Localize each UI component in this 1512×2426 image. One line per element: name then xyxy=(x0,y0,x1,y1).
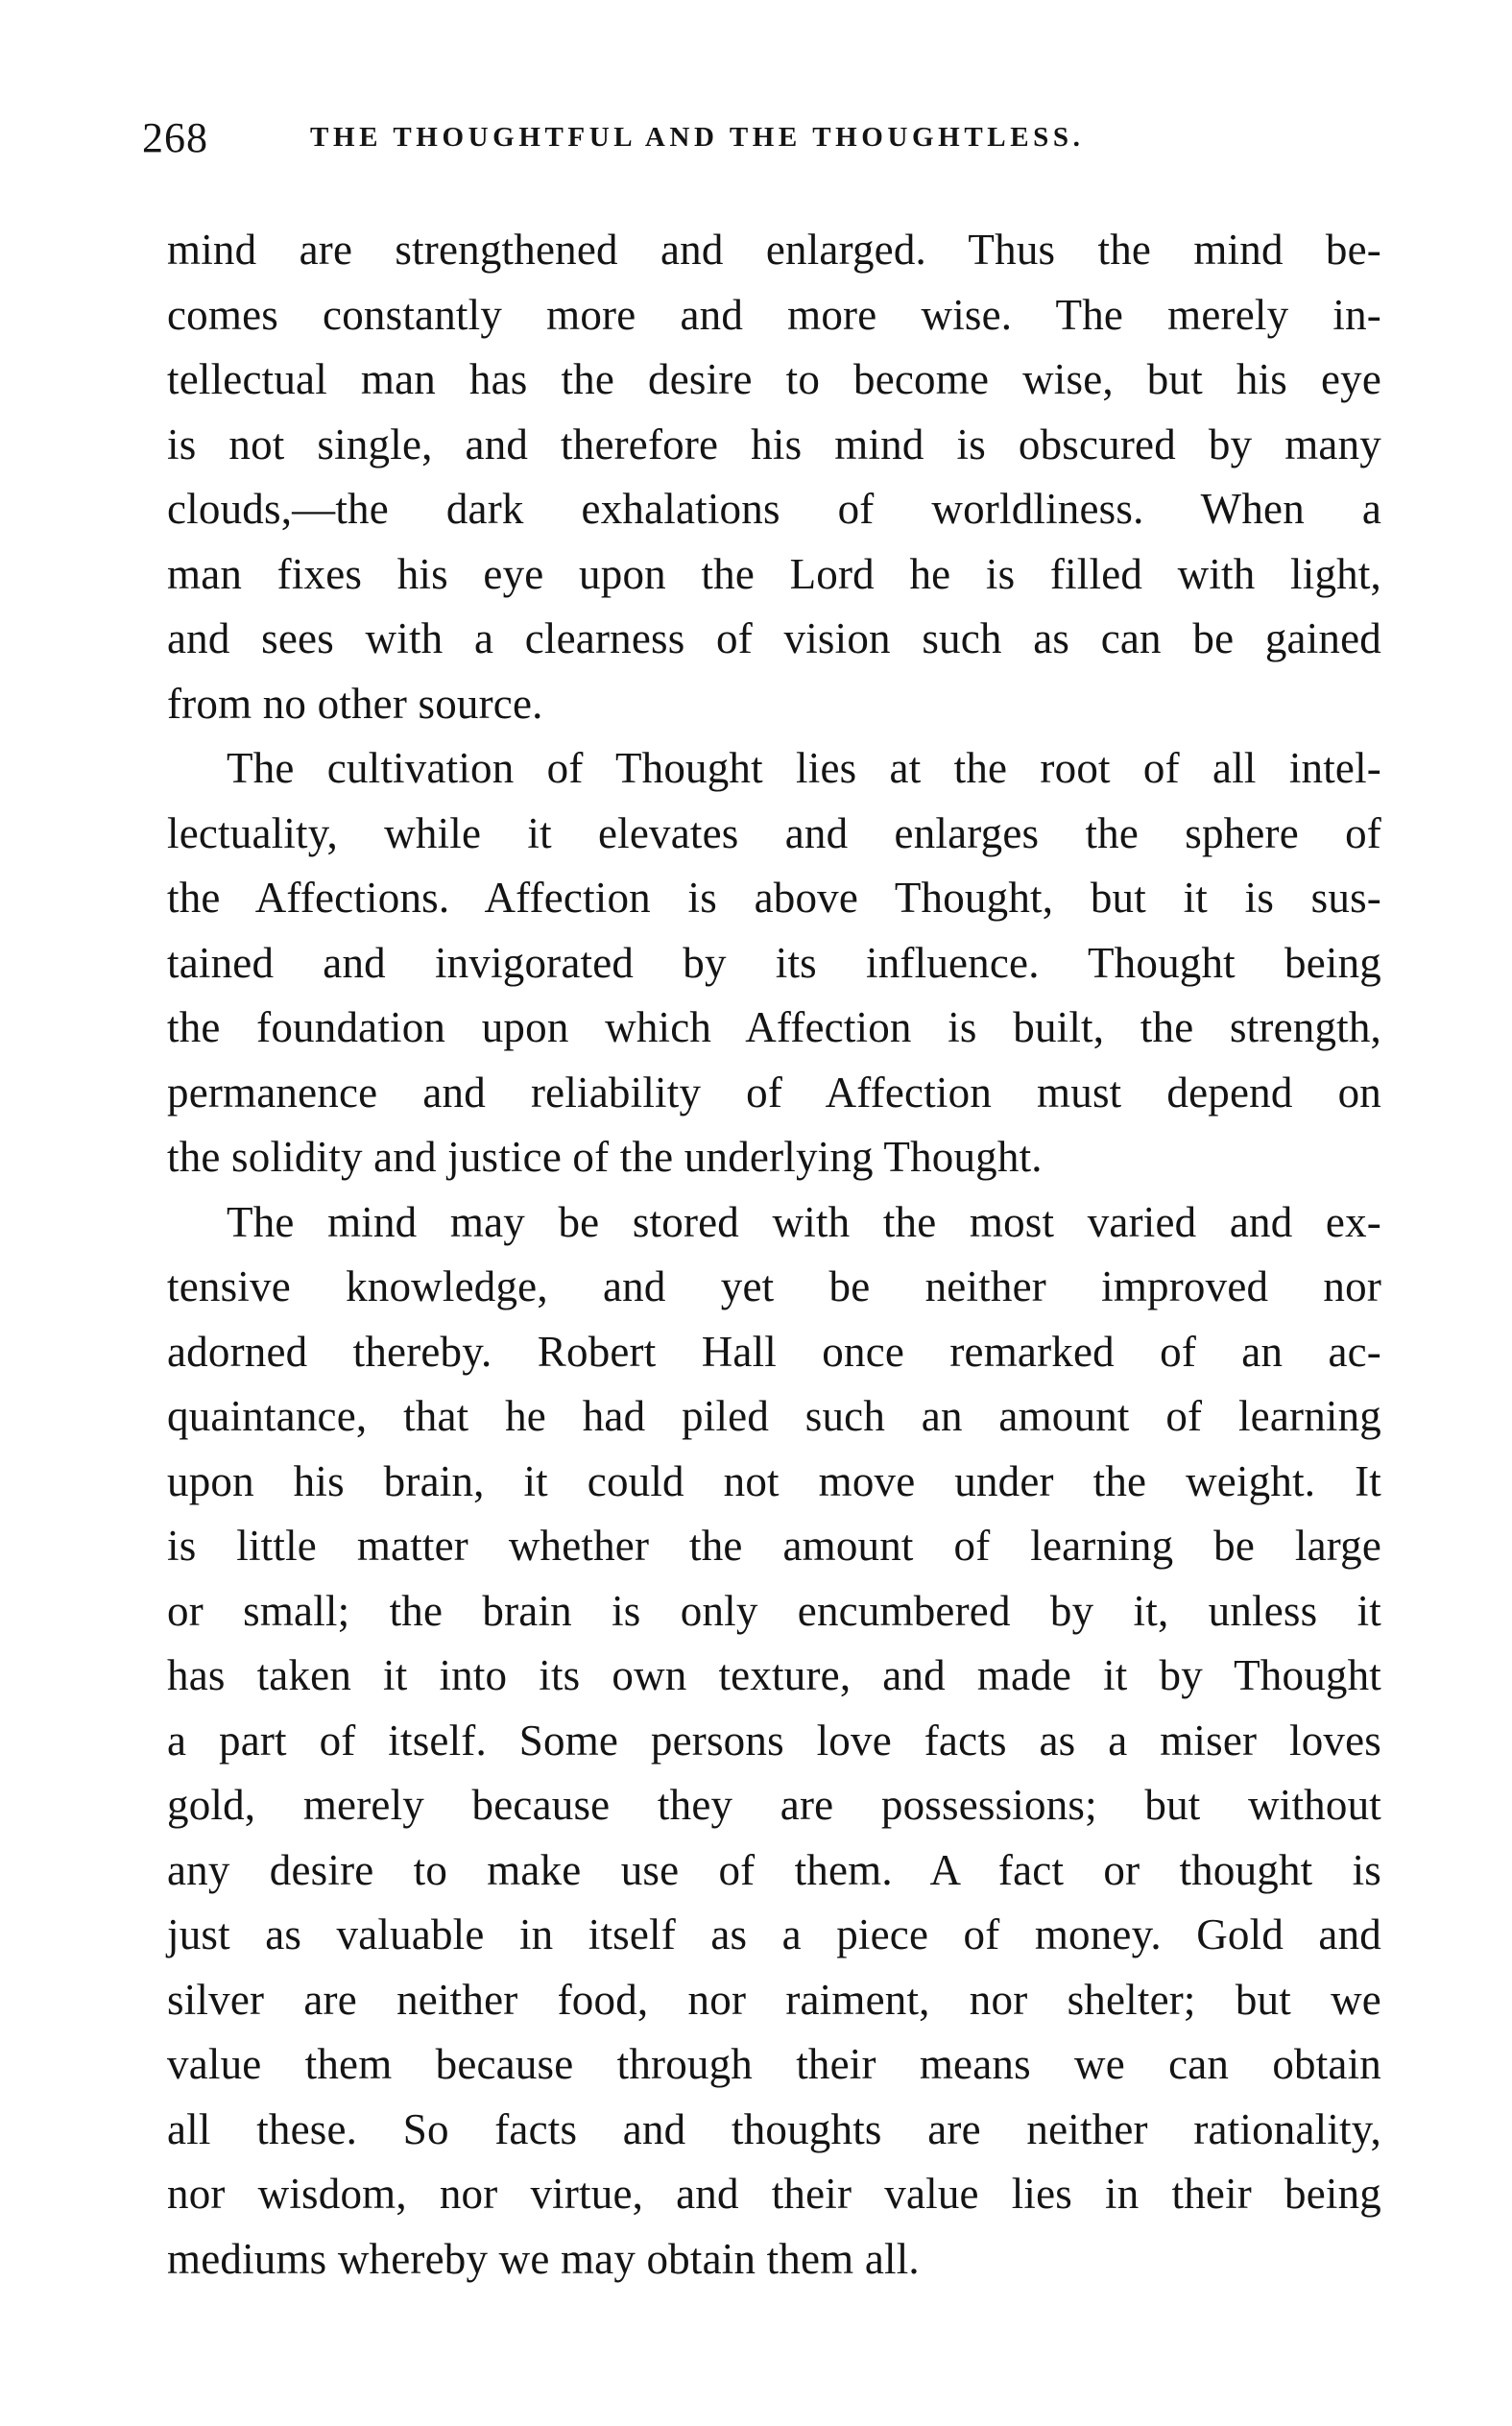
text-line: upon his brain, it could not move under the weight. It xyxy=(167,1456,1381,1505)
text-line: mediums whereby we may obtain them all. xyxy=(167,2234,920,2283)
text-line: clouds,—the dark exhalations of worldliness. When a xyxy=(167,485,1381,533)
text-line: silver are neither food, nor raiment, nor shelter; but we xyxy=(167,1975,1381,2024)
text-line: permanence and reliability of Affection must depend on xyxy=(167,1068,1381,1117)
text-line: the solidity and justice of the underlying Thought. xyxy=(167,1133,1043,1181)
text-line: is not single, and therefore his mind is obscured by many xyxy=(167,420,1381,468)
paragraph-1 xyxy=(167,218,1381,736)
running-title: THE THOUGHTFUL AND THE THOUGHTLESS. xyxy=(310,122,1085,153)
text-line: the Affections. Affection is above Thought, but it is sus- xyxy=(167,874,1381,922)
text-line: tained and invigorated by its influence. Thought being xyxy=(167,938,1381,987)
text-line: or small; the brain is only encumbered by it, unless it xyxy=(167,1586,1381,1635)
text-line: adorned thereby. Robert Hall once remarked of an ac- xyxy=(167,1327,1381,1376)
running-head xyxy=(132,113,1380,171)
text-line: the foundation upon which Affection is built, the strength, xyxy=(167,1003,1381,1051)
text-line: is little matter whether the amount of learning be large xyxy=(167,1522,1381,1570)
text-line: tellectual man has the desire to become wise, but his eye xyxy=(167,355,1381,403)
text-line: comes constantly more and more wise. The merely in- xyxy=(167,290,1381,339)
paragraph-2 xyxy=(167,736,1381,1190)
text-line: any desire to make use of them. A fact or thought is xyxy=(167,1845,1381,1894)
page-number: 268 xyxy=(142,114,208,161)
text-line: just as valuable in itself as a piece of money. Gold and xyxy=(167,1910,1381,1958)
body-text xyxy=(167,218,1381,2292)
text-line: value them because through their means we can obtain xyxy=(167,2040,1381,2088)
text-line: tensive knowledge, and yet be neither improved nor xyxy=(167,1262,1381,1310)
text-line: The mind may be stored with the most varied and ex- xyxy=(227,1197,1381,1246)
text-line: mind are strengthened and enlarged. Thus the mind be- xyxy=(167,226,1381,274)
text-line: The cultivation of Thought lies at the root of all intel- xyxy=(227,744,1381,792)
text-line: a part of itself. Some persons love facts as a miser loves xyxy=(167,1716,1381,1765)
text-line: has taken it into its own texture, and made it by Thought xyxy=(167,1651,1381,1699)
paragraph-3 xyxy=(167,1190,1381,2293)
text-line: nor wisdom, nor virtue, and their value lies in their being xyxy=(167,2170,1381,2218)
text-line: and sees with a clearness of vision such as can be gained xyxy=(167,614,1381,662)
text-line: lectuality, while it elevates and enlarges the sphere of xyxy=(167,808,1381,857)
text-line: quaintance, that he had piled such an amount of learning xyxy=(167,1392,1381,1440)
text-line: all these. So facts and thoughts are neither rationality, xyxy=(167,2104,1381,2153)
text-line: gold, merely because they are possessions; but without xyxy=(167,1781,1381,1829)
text-line: man fixes his eye upon the Lord he is filled with light, xyxy=(167,549,1381,598)
text-line: from no other source. xyxy=(167,679,543,728)
